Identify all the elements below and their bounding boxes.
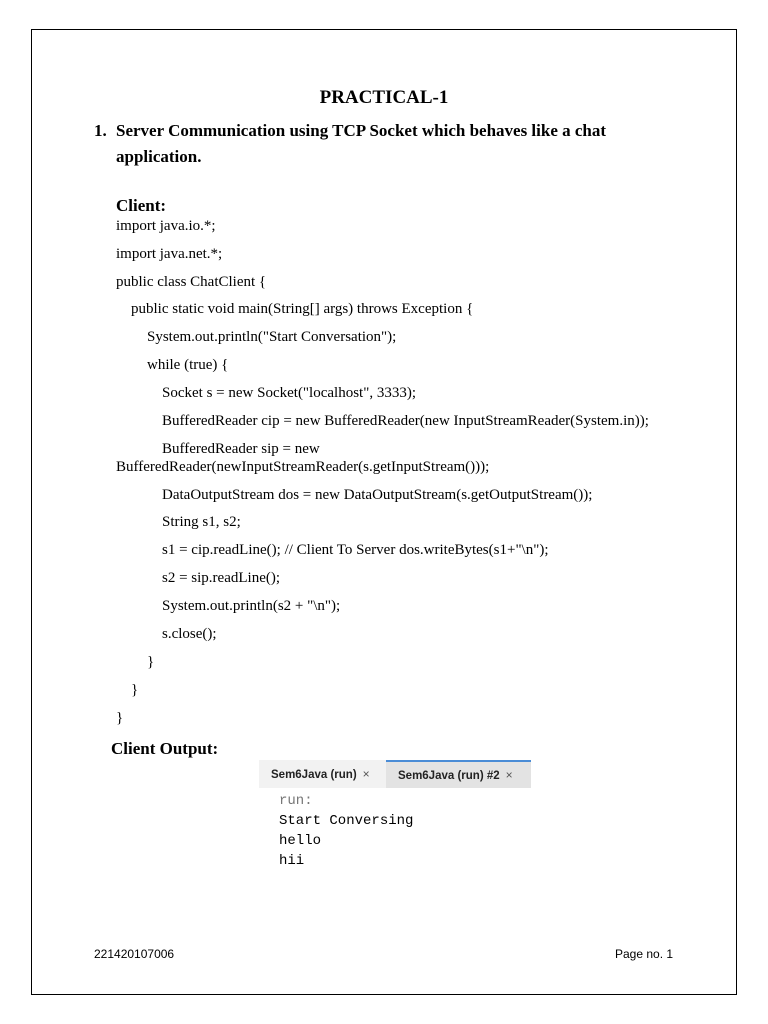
- code-line: DataOutputStream dos = new DataOutputStream(s.getOutputStream());: [162, 487, 593, 503]
- code-line: import java.net.*;: [116, 246, 223, 262]
- code-line: }: [131, 682, 139, 698]
- tab-label: Sem6Java (run) #2: [398, 770, 500, 782]
- code-line: BufferedReader sip = new: [162, 441, 320, 457]
- code-line: BufferedReader cip = new BufferedReader(new InputStreamReader(System.in));: [162, 413, 649, 429]
- code-line: System.out.println(s2 + "\n");: [162, 598, 341, 614]
- code-line: s.close();: [162, 626, 217, 642]
- code-line: import java.io.*;: [116, 218, 216, 234]
- question-number: 1.: [94, 121, 107, 140]
- code-line: while (true) {: [147, 357, 229, 373]
- console-line: Start Conversing: [279, 813, 414, 829]
- tab-sem6java-run-2[interactable]: [386, 760, 531, 788]
- console-tab-bar: [259, 760, 531, 788]
- footer-page-number: Page no. 1: [615, 947, 674, 961]
- question-text-line-2: application.: [116, 147, 202, 166]
- tab-sem6java-run[interactable]: [259, 760, 386, 788]
- question-text-line-1: Server Communication using TCP Socket which behaves like a chat: [116, 121, 607, 140]
- client-output-heading: Client Output:: [111, 739, 219, 758]
- close-icon[interactable]: ×: [505, 768, 513, 782]
- code-line: }: [147, 654, 155, 670]
- console-output-screenshot: [259, 760, 531, 886]
- code-line: }: [116, 710, 124, 726]
- code-line: public class ChatClient {: [116, 274, 267, 290]
- code-line: Socket s = new Socket("localhost", 3333);: [162, 385, 416, 401]
- footer-enrollment-number: 221420107006: [94, 947, 175, 961]
- code-line: public static void main(String[] args) throws Exception {: [131, 301, 474, 317]
- code-line: s1 = cip.readLine(); // Client To Server dos.writeBytes(s1+"\n");: [162, 542, 549, 558]
- code-line: s2 = sip.readLine();: [162, 570, 281, 586]
- console-line: hii: [279, 853, 305, 869]
- page-title: PRACTICAL-1: [319, 87, 449, 108]
- code-line: System.out.println("Start Conversation");: [147, 329, 397, 345]
- code-line: BufferedReader(newInputStreamReader(s.getInputStream()));: [116, 459, 490, 475]
- tab-label: Sem6Java (run): [271, 769, 357, 781]
- console-line: run:: [279, 793, 313, 809]
- console-line: hello: [279, 833, 322, 849]
- client-heading: Client:: [116, 196, 167, 215]
- close-icon[interactable]: ×: [362, 767, 370, 781]
- code-line: String s1, s2;: [162, 514, 241, 530]
